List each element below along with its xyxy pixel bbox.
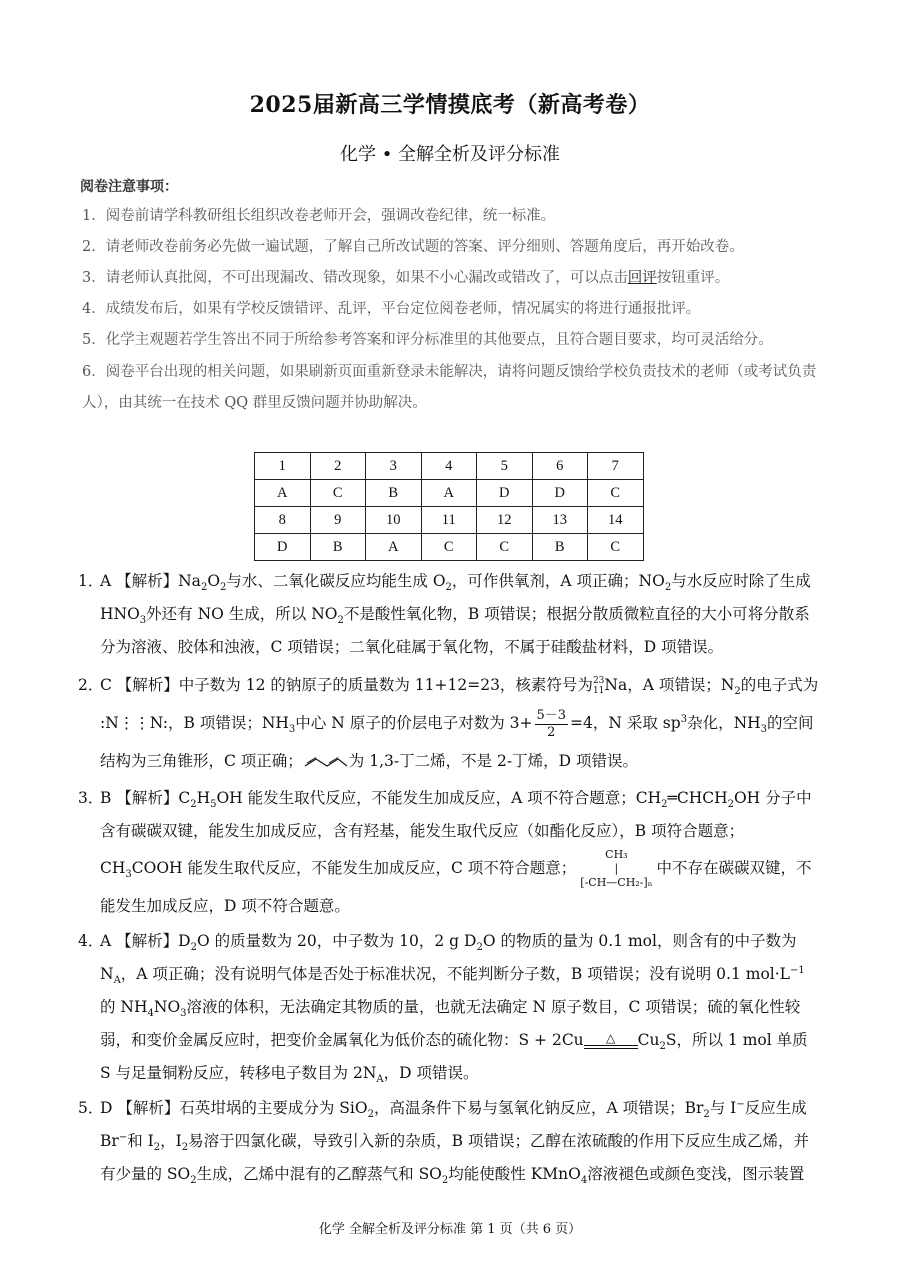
table-cell: 4	[421, 453, 477, 480]
heating-arrow: △	[584, 1033, 638, 1049]
butadiene-skeletal-icon	[303, 756, 349, 768]
table-cell: C	[477, 534, 533, 561]
table-cell: C	[310, 480, 366, 507]
page-title: 2025届新高三学情摸底考（新高考卷）	[249, 92, 651, 118]
table-row	[255, 480, 644, 507]
solutions	[78, 565, 820, 1193]
table-cell: B	[532, 534, 588, 561]
table-cell: A	[421, 480, 477, 507]
table-cell: 12	[477, 507, 533, 534]
table-cell: 13	[532, 507, 588, 534]
fraction: $\frac{5-3}{2}$	[536, 707, 567, 740]
table-cell: C	[588, 534, 644, 561]
notice-item: 5．化学主观题若学生答出不同于所给参考答案和评分标准里的其他要点，且符合题目要求，均可灵活给分。	[82, 332, 773, 348]
table-cell: 8	[255, 507, 311, 534]
table-row	[255, 534, 644, 561]
table-cell: 10	[366, 507, 422, 534]
solution-3: 3． B 【解析】$C_2H_5OH$ 能发生取代反应，不能发生加成反应，A 项不符合题意；$CH_2═CHCH_2OH$ 分子中含有碳碳双键，能发生加成反应，含有羟基，能发生取代反应（如酯化反应），B 项符合题意；$CH_3COOH$ 能发生取代反应，不能发生加成反应，C 项不符合题意； CH₃ | [-CH—CH₂-]ₙ 中不存在碳碳双键，不能发生加成反应，D 项不符合题意。	[78, 789, 812, 915]
table-cell: B	[310, 534, 366, 561]
table-cell: D	[532, 480, 588, 507]
notice-item: 4．成绩发布后，如果有学校反馈错评、乱评，平台定位阅卷老师，情况属实的将进行通报批评。	[82, 301, 701, 317]
table-cell: C	[421, 534, 477, 561]
solution-4: 4． A 【解析】$D_2O$ 的质量数为 20，中子数为 10，2 g $D_2O$ 的物质的量为 0.1 mol，则含有的中子数为 $N_A$，A 项正确；没有说明气体是否处于标准状况，不能判断分子数，B 项错误；没有说明 0.1 $mol\cdot L^{-1}$ 的 $NH_4NO_3$溶液的体积，无法确定其物质的量，也就无法确定 N 原子数目，C 项错误；硫的氧化性较弱，和变价金属反应时，把变价金属氧化为低价态的硫化物：S + 2Cu △ $Cu_2S$，所以 1 mol 单质 S 与足量铜粉反应，转移电子数目为 $2N_A$，D 项错误。	[78, 932, 808, 1086]
table-cell: A	[366, 534, 422, 561]
table-cell: B	[366, 480, 422, 507]
table-cell: 14	[588, 507, 644, 534]
review-link: 回评	[627, 270, 657, 286]
table-cell: 2	[310, 453, 366, 480]
table-cell: 9	[310, 507, 366, 534]
table-cell: C	[588, 480, 644, 507]
solution-2: 2． C 【解析】中子数为 12 的钠原子的质量数为 11+12=23，核素符号为 23 11 Na，A 项错误；$N_2$的电子式为 :N⋮⋮N:，B 项错误；$NH_3$中心 N 原子的价层电子对数为 3+ $\frac{5-3}{2}$ =4，N 采取 $sp^3$杂化，$NH_3$的空间结构为三角锥形，C 项正确； 为 1,3-丁二烯，不是 2-丁烯，D 项错误。	[78, 676, 819, 770]
notice-item: 6．阅卷平台出现的相关问题，如果刷新页面重新登录未能解决，请将问题反馈给学校负责技术的老师（或考试负责人），由其统一在技术 QQ 群里反馈问题并协助解决。	[82, 364, 817, 411]
table-row	[255, 507, 644, 534]
table-cell: 7	[588, 453, 644, 480]
table-cell: 6	[532, 453, 588, 480]
solution-5: 5． D 【解析】石英坩埚的主要成分为 SiO$_2$，高温条件下易与氢氧化钠反应，A 项错误；$Br_2$与 I−反应生成 Br−和 $I_2$，$I_2$易溶于四氯化碳，导致引入新的杂质，B 项错误；乙醇在浓硫酸的作用下反应生成乙烯，并有少量的 $SO_2$生成，乙烯中混有的乙醇蒸气和 $SO_2$均能使酸性 KMnO$_4$溶液褪色或颜色变浅，图示装置	[78, 1098, 809, 1187]
solution-1: 1． A 【解析】$Na_2O_2$与水、二氧化碳反应均能生成 $O_2$，可作供氧剂，A 项正确；$NO_2$与水反应时除了生成 $HNO_3$外还有 NO 生成，所以 $NO_2$不是酸性氧化物，B 项错误；根据分散质微粒直径的大小可将分散系分为溶液、胶体和浊液，C 项错误；二氧化硅属于氧化物，不属于硅酸盐材料，D 项错误。	[78, 572, 811, 656]
notice-item: 1．阅卷前请学科教研组长组织改卷老师开会，强调改卷纪律，统一标准。	[82, 208, 556, 224]
page-footer: 化学 全解全析及评分标准 第 1 页（共 6 页）	[318, 1222, 582, 1237]
table-cell: A	[255, 480, 311, 507]
table-cell: D	[255, 534, 311, 561]
notice-list	[82, 202, 842, 419]
notice-item: 2．请老师改卷前务必先做一遍试题，了解自己所改试题的答案、评分细则、答题角度后，再开始改卷。	[82, 239, 744, 255]
table-cell: 3	[366, 453, 422, 480]
page-subtitle: 化学 • 全解全析及评分标准	[339, 144, 561, 165]
table-row	[255, 453, 644, 480]
notice-heading: 阅卷注意事项：	[80, 179, 178, 195]
polypropylene-structure: CH₃ | [-CH—CH₂-]ₙ	[580, 848, 653, 889]
answer-table	[254, 452, 644, 561]
table-cell: 1	[255, 453, 311, 480]
table-cell: 5	[477, 453, 533, 480]
notice-item: 3．请老师认真批阅，不可出现漏改、错改现象，如果不小心漏改或错改了，可以点击回评按钮重评。	[82, 270, 730, 286]
table-cell: 11	[421, 507, 477, 534]
table-cell: D	[477, 480, 533, 507]
